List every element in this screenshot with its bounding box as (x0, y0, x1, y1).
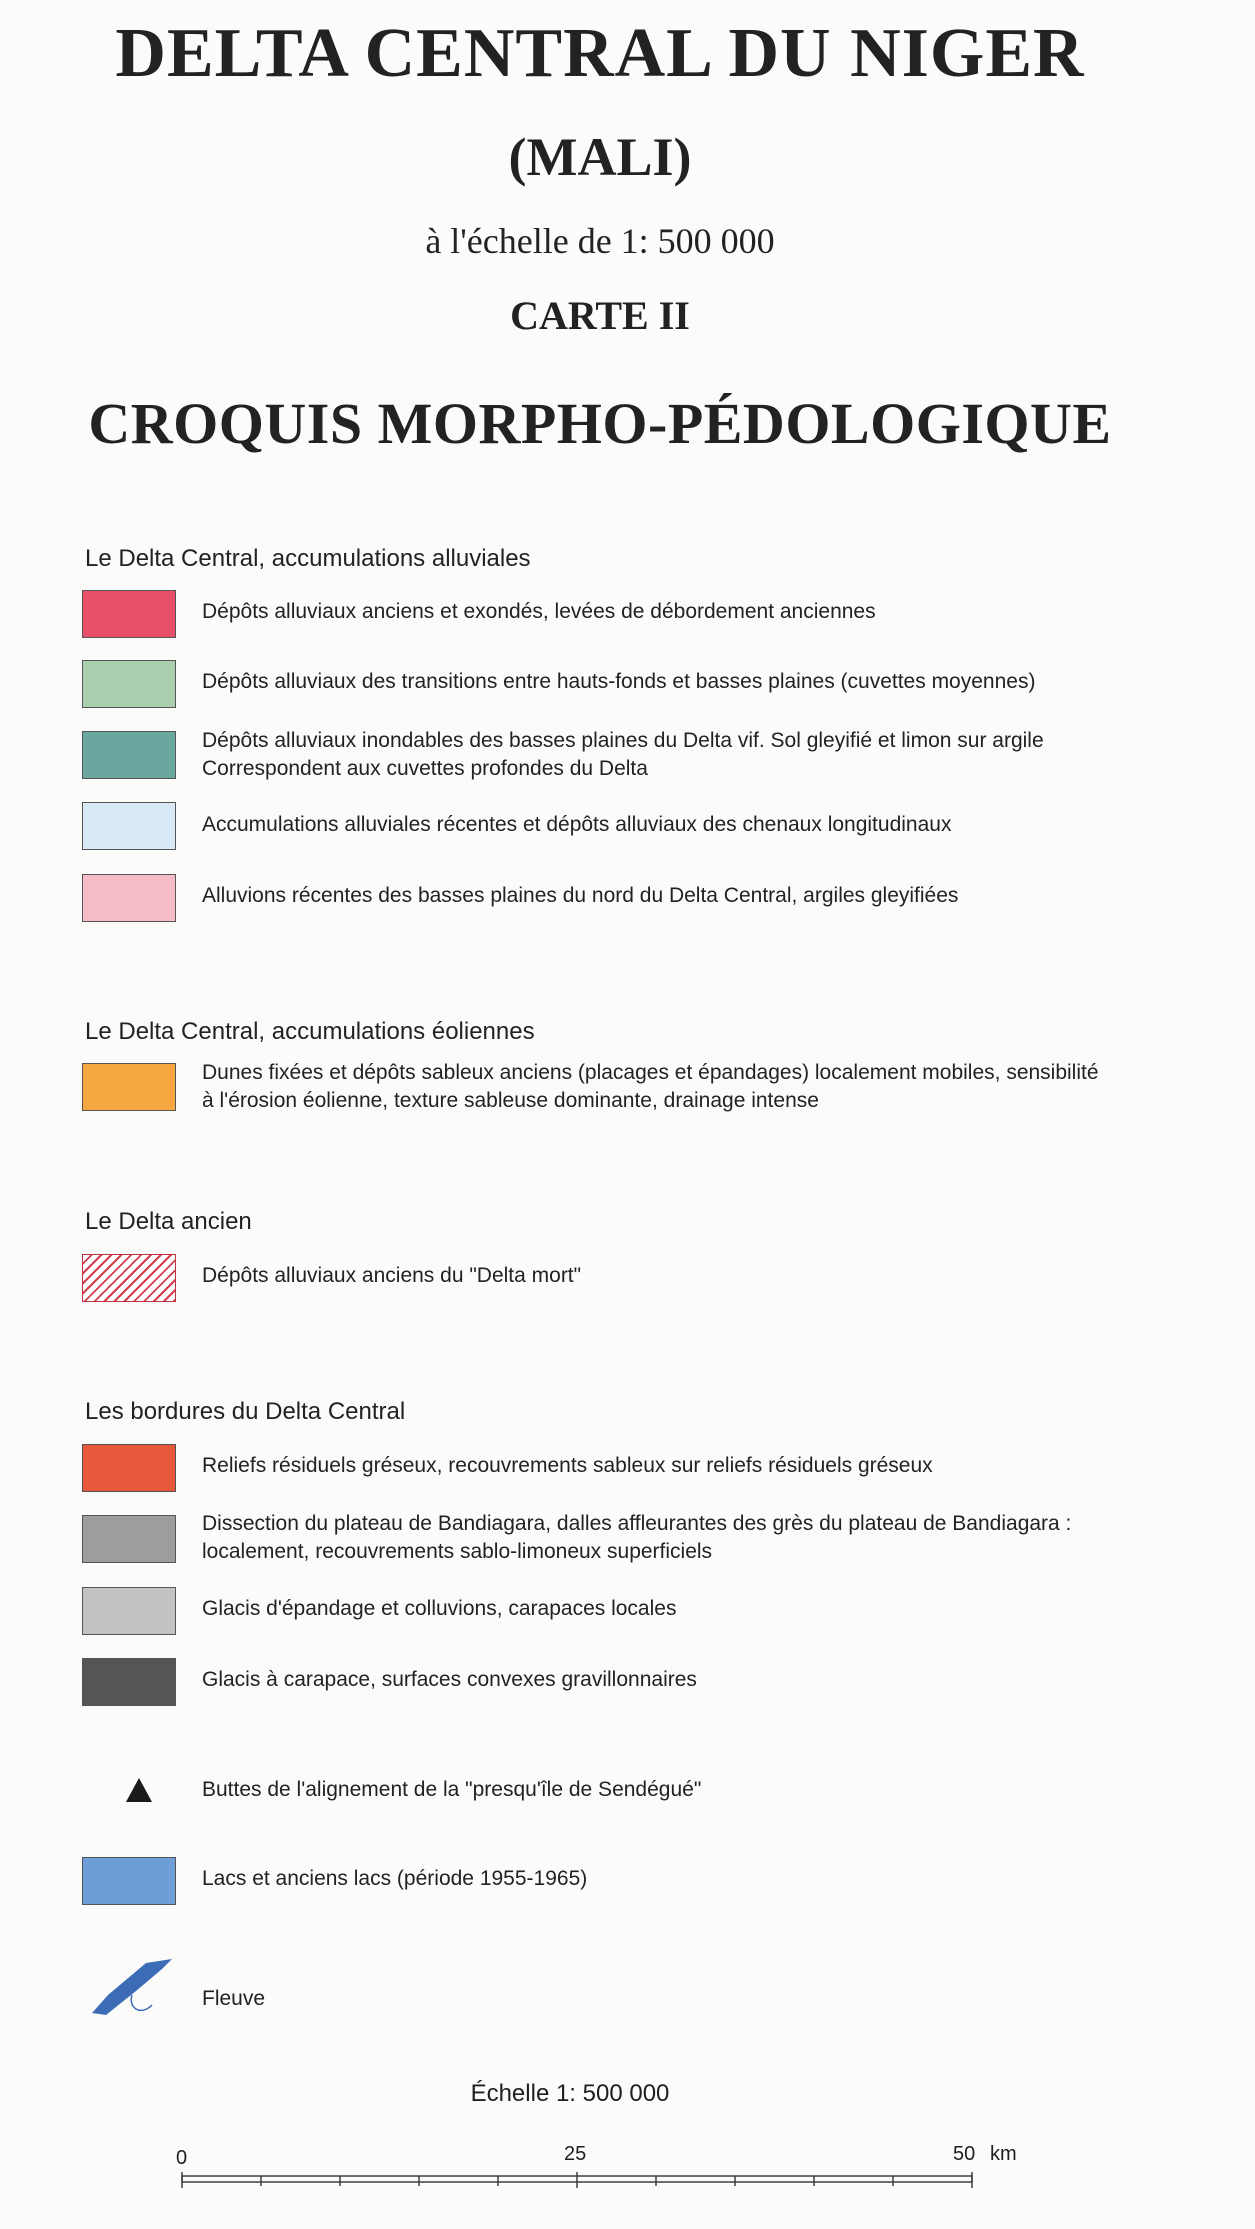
swatch-lakes (82, 1857, 176, 1905)
section-title-eolian: Le Delta Central, accumulations éoliennes (85, 1018, 535, 1045)
swatch-borders-2 (82, 1587, 176, 1635)
section-title-borders: Les bordures du Delta Central (85, 1398, 406, 1425)
label-borders-1 (202, 1510, 1212, 1566)
label-eolian-0-line1: Dunes fixées et dépôts sableux anciens (placages et épandages) localement mobiles, sensibilité (202, 1061, 1099, 1084)
butte-triangle-icon (126, 1778, 152, 1802)
label-alluvial-3: Accumulations alluviales récentes et dépôts alluviaux des chenaux longitudinaux (202, 813, 952, 836)
map-title: DELTA CENTRAL DU NIGER (115, 15, 1085, 92)
scale-bar (180, 2172, 980, 2196)
tributary-line (131, 1995, 152, 2010)
scale-tick-50: 50 (953, 2143, 976, 2165)
swatch-alluvial-0 (82, 590, 176, 638)
swatch-borders-1 (82, 1515, 176, 1563)
label-alluvial-2 (202, 727, 1212, 783)
river-shape (92, 1959, 172, 2015)
scale-unit: km (990, 2143, 1017, 2165)
label-alluvial-4: Alluvions récentes des basses plaines du nord du Delta Central, argiles gleyifiées (202, 884, 959, 907)
swatch-alluvial-4 (82, 874, 176, 922)
map-number: CARTE II (510, 293, 690, 338)
label-symbol-river: Fleuve (202, 1987, 266, 2010)
label-alluvial-0: Dépôts alluviaux anciens et exondés, levées de débordement anciennes (202, 600, 876, 623)
river-icon (88, 1955, 188, 2025)
label-alluvial-1: Dépôts alluviaux des transitions entre hauts-fonds et basses plaines (cuvettes moyennes) (202, 670, 1036, 693)
label-alluvial-2-line1: Dépôts alluviaux inondables des basses plaines du Delta vif. Sol gleyifié et limon sur argile (202, 729, 1044, 752)
swatch-eolian-0 (82, 1063, 176, 1111)
label-borders-0: Reliefs résiduels gréseux, recouvrements sableux sur reliefs résiduels gréseux (202, 1454, 933, 1477)
swatch-ancient-0 (82, 1254, 176, 1302)
label-ancient-0: Dépôts alluviaux anciens du "Delta mort" (202, 1264, 582, 1287)
map-subtitle: CROQUIS MORPHO-PÉDOLOGIQUE (88, 391, 1112, 456)
label-borders-1-line2: localement, recouvrements sablo-limoneux superficiels (202, 1540, 713, 1563)
swatch-alluvial-2 (82, 731, 176, 779)
label-alluvial-2-line2: Correspondent aux cuvettes profondes du Delta (202, 757, 648, 780)
label-symbol-lakes: Lacs et anciens lacs (période 1955-1965) (202, 1867, 588, 1890)
swatch-alluvial-1 (82, 660, 176, 708)
scale-bar-title: Échelle 1: 500 000 (470, 2080, 670, 2107)
label-borders-3: Glacis à carapace, surfaces convexes gravillonnaires (202, 1668, 697, 1691)
section-title-ancient: Le Delta ancien (85, 1208, 252, 1235)
swatch-borders-3 (82, 1658, 176, 1706)
scale-text: à l'échelle de 1: 500 000 (425, 221, 775, 261)
section-title-alluvial: Le Delta Central, accumulations alluviales (85, 545, 531, 572)
scale-tick-0: 0 (176, 2147, 188, 2169)
swatch-alluvial-3 (82, 802, 176, 850)
label-borders-1-line1: Dissection du plateau de Bandiagara, dalles affleurantes des grès du plateau de Bandiagara : (202, 1512, 1072, 1535)
scale-tick-25: 25 (564, 2143, 587, 2165)
label-borders-2: Glacis d'épandage et colluvions, carapaces locales (202, 1597, 677, 1620)
label-eolian-0-line2: à l'érosion éolienne, texture sableuse dominante, drainage intense (202, 1089, 819, 1112)
label-eolian-0 (202, 1059, 1212, 1115)
swatch-borders-0 (82, 1444, 176, 1492)
label-symbol-buttes: Buttes de l'alignement de la "presqu'île de Sendégué" (202, 1778, 702, 1801)
country-label: (MALI) (508, 127, 692, 187)
